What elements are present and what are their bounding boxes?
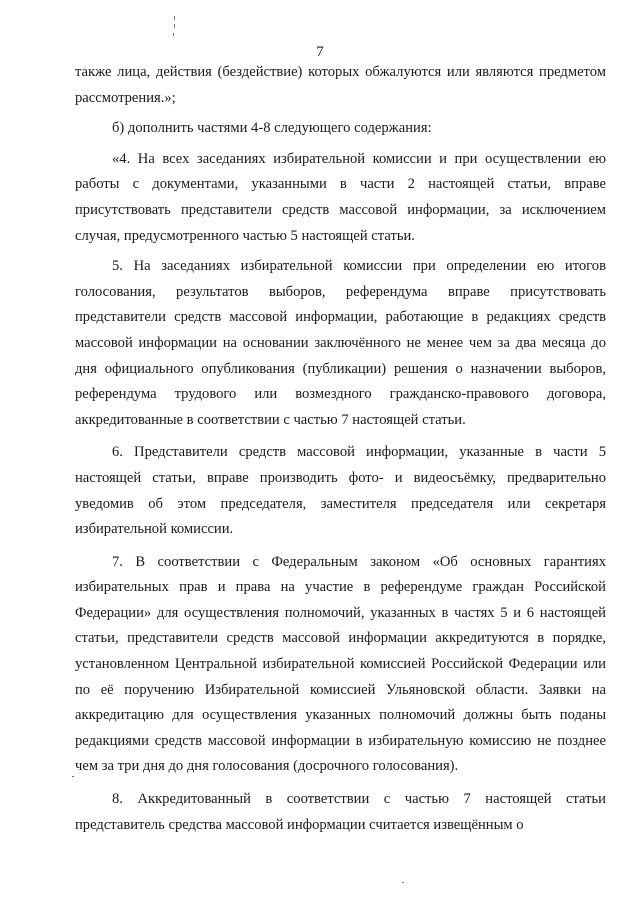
document-body (75, 60, 606, 838)
scan-speck (174, 16, 175, 20)
paragraph-part-7: 7. В соответствии с Федеральным законом «Об основных гарантиях избирательных прав и права на участие в референдуме граждан Российской Федерации» для осуществления полномочий, указанных в частях 5 и 6 настоящей статьи, представители средств массовой информации аккредитуются в порядке, установленном Центральной избирательной комиссией Российской Федерации или по её поручению Избирательной комиссией Ульяновской области. Заявки на аккредитацию для осуществления указанных полномочий должны быть поданы редакциями средств массовой информации в избирательную комиссию не позднее чем за три дня до дня голосования (досрочного голосования). (75, 553, 606, 775)
paragraph-part-4: «4. На всех заседаниях избирательной комиссии и при осуществлении ею работы с документами, указанными в части 2 настоящей статьи, вправе присутствовать представители средств массовой информации, за исключением случая, предусмотренного частью 5 настоящей статьи. (75, 150, 606, 244)
scan-speck (173, 33, 174, 36)
scan-speck (72, 776, 74, 777)
scan-speck (174, 24, 175, 28)
paragraph-part-8: 8. Аккредитованный в соответствии с частью 7 настоящей статьи представитель средства массовой информации считается извещённым о (75, 791, 606, 833)
paragraph-part-5: 5. На заседаниях избирательной комиссии при определении ею итогов голосования, результатов выборов, референдума вправе присутствовать представители средств массовой информации, работающие в редакциях средств массовой информации на основании заключённого не менее чем за два месяца до дня официального опубликования (публикации) решения о назначении выборов, референдума трудового или возмездного гражданско-правового договора, аккредитованные в соответствии с частью 7 настоящей статьи. (75, 258, 606, 428)
paragraph-continuation: также лица, действия (бездействие) которых обжалуются или являются предметом рассмотрения.»; (75, 64, 606, 106)
paragraph-part-6: 6. Представители средств массовой информации, указанные в части 5 настоящей статьи, вправе производить фото- и видеосъёмку, предварительно уведомив об этом председателя, заместителя председателя или секретаря избирательной комиссии. (75, 444, 606, 538)
scan-speck (402, 882, 404, 883)
paragraph-amendment-b: б) дополнить частями 4-8 следующего содержания: (112, 120, 432, 137)
page-number: 7 (316, 44, 324, 60)
